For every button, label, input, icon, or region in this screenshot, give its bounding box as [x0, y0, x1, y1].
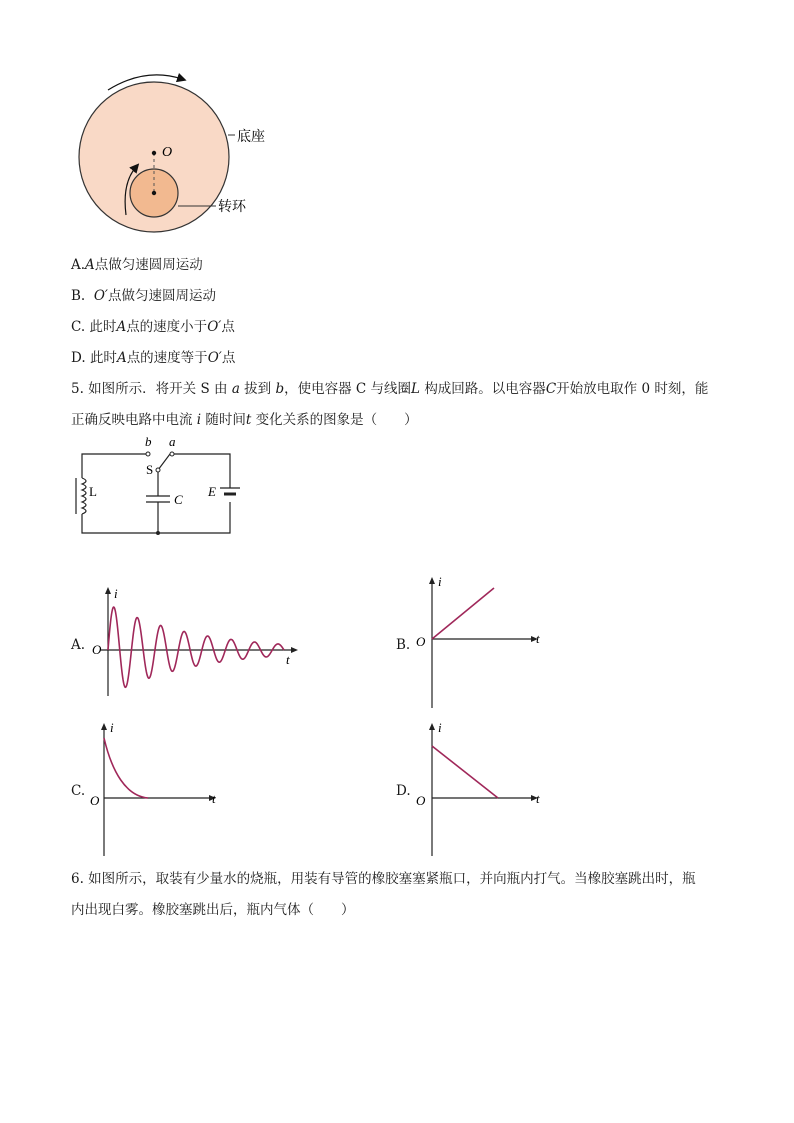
rotating-base-figure [70, 65, 290, 235]
graph-b[interactable] [412, 570, 552, 710]
svg-text:i: i [110, 720, 114, 735]
svg-text:t: t [286, 652, 290, 667]
graph-d-line [432, 746, 498, 798]
graph-a-letter[interactable]: A. [71, 637, 86, 653]
emf-label: E [208, 484, 216, 499]
lc-circuit-diagram [68, 436, 248, 540]
svg-text:t: t [536, 791, 540, 806]
switch-label: S [146, 462, 154, 477]
svg-text:i: i [438, 720, 442, 735]
inductor-label: L [89, 484, 97, 499]
q5-stem-line2: 正确反映电路中电流 i 随时间t 变化关系的图象是（ ） [71, 412, 418, 428]
center-label-O: O [162, 145, 173, 160]
q4-option-a[interactable]: A.A点做匀速圆周运动 [71, 257, 203, 273]
svg-text:t: t [536, 631, 540, 646]
graph-b-line [432, 588, 494, 639]
terminal-label-b: b [145, 436, 152, 449]
svg-text:i: i [114, 586, 118, 601]
graph-b-letter[interactable]: B. [396, 637, 411, 653]
terminal-label-a: a [169, 436, 176, 449]
base-label: 底座 [237, 130, 265, 145]
svg-text:t: t [212, 791, 216, 806]
graph-c-curve [104, 738, 148, 798]
graph-c[interactable] [86, 716, 226, 858]
graph-d-letter[interactable]: D. [396, 783, 411, 799]
svg-text:O: O [416, 634, 426, 649]
svg-text:O: O [92, 642, 102, 657]
q4-option-d[interactable]: D. 此时A点的速度等于O′点 [71, 350, 236, 366]
graph-a[interactable] [86, 582, 306, 700]
ring-label: 转环 [218, 200, 246, 215]
svg-text:O: O [90, 793, 100, 808]
q6-stem-line1: 6. 如图所示，取装有少量水的烧瓶，用装有导管的橡胶塞塞紧瓶口，并向瓶内打气。当橡胶塞跳出时，瓶 [71, 871, 696, 887]
graph-a-curve [108, 607, 284, 687]
q5-stem-line1: 5. 如图所示．将开关 S 由 a 拔到 b，使电容器 C 与线圈L 构成回路。以电容器C开始放电取作 0 时刻，能 [71, 381, 709, 397]
graph-d[interactable] [412, 716, 552, 858]
graph-c-letter[interactable]: C. [71, 783, 86, 799]
q6-stem-line2: 内出现白雾。橡胶塞跳出后，瓶内气体（ ） [71, 902, 355, 918]
svg-text:i: i [438, 574, 442, 589]
svg-text:O: O [416, 793, 426, 808]
capacitor-label: C [174, 492, 183, 507]
q4-option-b[interactable]: B. O′点做匀速圆周运动 [71, 288, 216, 304]
q4-option-c[interactable]: C. 此时A点的速度小于O′点 [71, 319, 235, 335]
